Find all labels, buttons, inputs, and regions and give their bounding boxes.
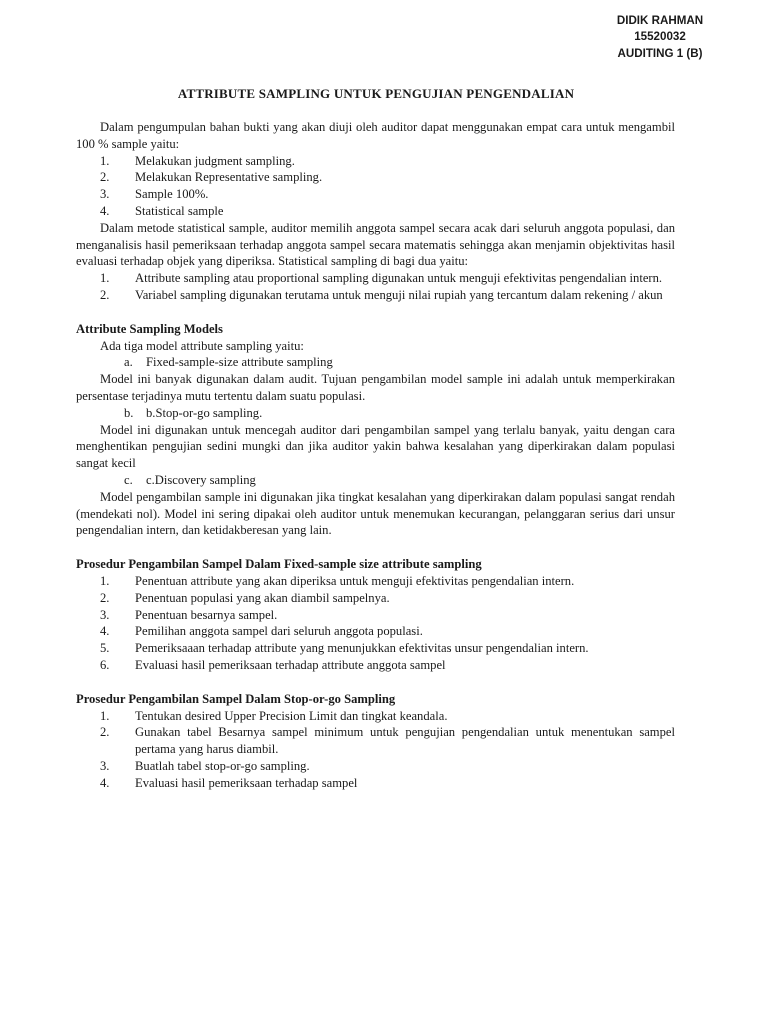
author-name: DIDIK RAHMAN bbox=[616, 14, 704, 27]
model-b-text: Model ini digunakan untuk mencegah auditor dari pengambilan sampel yang terlalu banyak, yaitu dengan cara menghentikan pengujian sedini mungki dan jika auditor yakin bahwa kesalahan yang diperkirakan dalam populasi sangat kecil bbox=[76, 422, 675, 471]
list-item bbox=[76, 640, 675, 657]
list-item bbox=[76, 657, 675, 674]
stopgo-heading: Prosedur Pengambilan Sampel Dalam Stop-or-go Sampling bbox=[76, 691, 396, 706]
student-id: 15520032 bbox=[634, 30, 686, 44]
fixed-heading: Prosedur Pengambilan Sampel Dalam Fixed-sample size attribute sampling bbox=[76, 557, 482, 572]
list-text: Tentukan desired Upper Precision Limit dan tingkat keandala. bbox=[135, 708, 448, 723]
list-number: 3. bbox=[100, 607, 110, 622]
list-text: Pemilihan anggota sampel dari seluruh anggota populasi. bbox=[135, 624, 423, 639]
statistical-paragraph: Dalam metode statistical sample, auditor memilih anggota sampel secara acak dari seluruh anggota populasi, dan menganalisis hasil pemeriksaan terhadap anggota sampel secara matematis sehingga akan menjamin objektivitas hasil evaluasi terhadap objek yang diperiksa. Statistical sampling di bagi dua yaitu: bbox=[76, 220, 675, 269]
list-item bbox=[76, 758, 675, 775]
intro-paragraph: Dalam pengumpulan bahan bukti yang akan diuji oleh auditor dapat menggunakan empat cara untuk mengambil 100 % sample yaitu: bbox=[76, 120, 675, 151]
list-number: 4. bbox=[100, 624, 110, 639]
list-text: b.Stop-or-go sampling. bbox=[146, 405, 263, 420]
list-item bbox=[76, 708, 675, 725]
list-number: 1. bbox=[100, 573, 110, 588]
list-item bbox=[76, 153, 675, 170]
list-text: Buatlah tabel stop-or-go sampling. bbox=[135, 758, 310, 773]
list-item bbox=[76, 775, 675, 792]
models-heading: Attribute Sampling Models bbox=[76, 321, 223, 336]
list-item bbox=[76, 405, 675, 422]
list-text: Fixed-sample-size attribute sampling bbox=[146, 355, 333, 370]
list-item bbox=[76, 354, 675, 371]
model-c bbox=[76, 472, 675, 489]
list-item bbox=[76, 203, 675, 220]
list-number: 4. bbox=[100, 203, 110, 218]
document-title: ATTRIBUTE SAMPLING UNTUK PENGUJIAN PENGENDALIAN bbox=[177, 86, 575, 101]
model-a bbox=[76, 354, 675, 371]
list-item bbox=[76, 607, 675, 624]
fixed-procedure-list bbox=[76, 573, 675, 674]
list-number: 1. bbox=[100, 271, 110, 286]
list-number: 3. bbox=[100, 758, 110, 773]
list-text: Sample 100%. bbox=[135, 187, 209, 202]
list-text: Evaluasi hasil pemeriksaan terhadap attribute anggota sampel bbox=[135, 657, 446, 672]
list-letter: c. bbox=[124, 472, 133, 487]
document-body bbox=[76, 119, 675, 791]
list-number: 2. bbox=[100, 590, 110, 605]
list-number: 1. bbox=[100, 708, 110, 723]
list-item bbox=[76, 186, 675, 203]
list-item bbox=[76, 623, 675, 640]
list-item bbox=[76, 590, 675, 607]
list-text: Penentuan populasi yang akan diambil sampelnya. bbox=[135, 590, 390, 605]
list-number: 4. bbox=[100, 775, 110, 790]
sampling-types-list bbox=[76, 270, 675, 304]
list-item bbox=[76, 724, 675, 758]
list-item bbox=[76, 169, 675, 186]
list-letter: a. bbox=[124, 355, 133, 370]
list-letter: b. bbox=[124, 405, 134, 420]
spacer bbox=[76, 304, 675, 321]
list-number: 2. bbox=[100, 170, 110, 185]
list-item bbox=[76, 270, 675, 287]
list-number: 1. bbox=[100, 153, 110, 168]
spacer bbox=[76, 674, 675, 691]
list-item bbox=[76, 472, 675, 489]
list-text: Melakukan judgment sampling. bbox=[135, 153, 295, 168]
model-a-text: Model ini banyak digunakan dalam audit. Tujuan pengambilan model sample ini adalah untuk memperkirakan persentase terjadinya mutu tertentu dalam suatu populasi. bbox=[76, 372, 675, 403]
list-number: 5. bbox=[100, 641, 110, 656]
intro-list bbox=[76, 153, 675, 220]
list-text: Attribute sampling atau proportional sampling digunakan untuk menguji efektivitas pengendalian intern. bbox=[135, 271, 663, 286]
list-text: Variabel sampling digunakan terutama untuk menguji nilai rupiah yang tercantum dalam rekening / akun bbox=[135, 287, 663, 302]
list-number: 6. bbox=[100, 657, 110, 672]
spacer bbox=[76, 539, 675, 556]
list-text: Pemeriksaaan terhadap attribute yang menunjukkan efektivitas unsur pengendalian intern. bbox=[135, 641, 589, 656]
list-text: Penentuan attribute yang akan diperiksa untuk menguji efektivitas pengendalian intern. bbox=[135, 573, 575, 588]
list-text: Statistical sample bbox=[135, 203, 224, 218]
list-text: c.Discovery sampling bbox=[146, 472, 256, 487]
stopgo-procedure-list bbox=[76, 708, 675, 792]
list-number: 2. bbox=[100, 287, 110, 302]
list-text: Melakukan Representative sampling. bbox=[135, 170, 323, 185]
list-text: Gunakan tabel Besarnya sampel minimum untuk pengujian pengendalian untuk menentukan sampel pertama yang harus diambil. bbox=[135, 725, 675, 757]
course-name: AUDITING 1 (B) bbox=[617, 46, 703, 60]
list-text: Penentuan besarnya sampel. bbox=[135, 607, 278, 622]
model-c-text: Model pengambilan sample ini digunakan jika tingkat kesalahan yang diperkirakan dalam populasi sangat rendah (mendekati nol). Model ini sering dipakai oleh auditor untuk menemukan kecurangan, pelanggaran serius dari unsur pengendalian intern, dan ketidakberesan yang lain. bbox=[76, 489, 675, 538]
list-item bbox=[76, 573, 675, 590]
list-text: Evaluasi hasil pemeriksaan terhadap sampel bbox=[135, 775, 358, 790]
models-lead: Ada tiga model attribute sampling yaitu: bbox=[100, 338, 304, 353]
list-number: 3. bbox=[100, 187, 110, 202]
author-header bbox=[560, 13, 760, 62]
list-number: 2. bbox=[100, 725, 110, 740]
model-b bbox=[76, 405, 675, 422]
list-item bbox=[76, 287, 675, 304]
